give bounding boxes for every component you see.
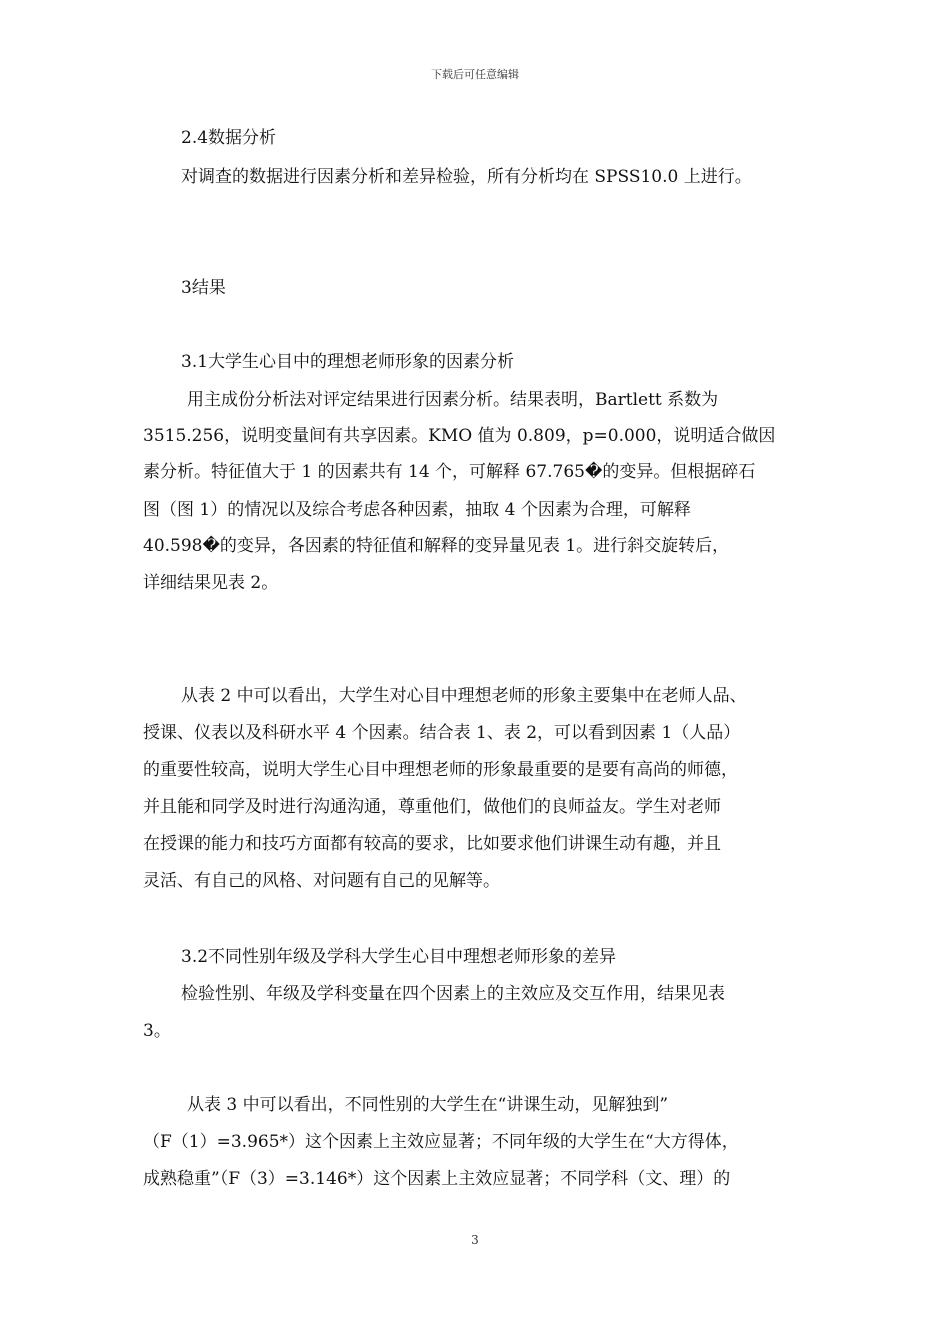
paragraph-line: （F（1）=3.965*）这个因素上主效应显著；不同年级的大学生在“大方得体， bbox=[143, 1132, 739, 1152]
paragraph-line: 40.598�的变异，各因素的特征值和解释的变异量见表 1。进行斜交旋转后， bbox=[143, 536, 730, 556]
paragraph-line: 从表 3 中可以看出，不同性别的大学生在“讲课生动，见解独到” bbox=[187, 1095, 669, 1115]
section-3-2-title: 3.2不同性别年级及学科大学生心目中理想老师形象的差异 bbox=[181, 947, 617, 967]
paragraph-line: 从表 2 中可以看出，大学生对心目中理想老师的形象主要集中在老师人品、 bbox=[181, 686, 747, 706]
paragraph-line: 在授课的能力和技巧方面都有较高的要求，比如要求他们讲课生动有趣，并且 bbox=[143, 834, 721, 854]
paragraph-line: 检验性别、年级及学科变量在四个因素上的主效应及交互作用，结果见表 bbox=[181, 984, 725, 1004]
paragraph-line: 并且能和同学及时进行沟通沟通，尊重他们，做他们的良师益友。学生对老师 bbox=[143, 797, 721, 817]
paragraph-line: 成熟稳重”（F（3）=3.146*）这个因素上主效应显著；不同学科（文、理）的 bbox=[143, 1169, 731, 1189]
section-2-4-body: 对调查的数据进行因素分析和差异检验，所有分析均在 SPSS10.0 上进行。 bbox=[181, 167, 752, 187]
paragraph-line: 用主成份分析法对评定结果进行因素分析。结果表明，Bartlett 系数为 bbox=[187, 390, 719, 410]
paragraph-line: 图（图 1）的情况以及综合考虑各种因素，抽取 4 个因素为合理，可解释 bbox=[143, 500, 691, 520]
section-2-4-title: 2.4数据分析 bbox=[181, 128, 277, 148]
paragraph-line: 3515.256，说明变量间有共享因素。KMO 值为 0.809，p=0.000，说明适合做因 bbox=[143, 426, 776, 446]
page-header: 下载后可任意编辑 bbox=[431, 68, 519, 81]
paragraph-line: 3。 bbox=[143, 1021, 171, 1041]
page-number: 3 bbox=[471, 1233, 479, 1247]
section-3-title: 3结果 bbox=[181, 278, 226, 298]
paragraph-line: 素分析。特征值大于 1 的因素共有 14 个，可解释 67.765�的变异。但根据碎石 bbox=[143, 462, 756, 482]
paragraph-line: 授课、仪表以及科研水平 4 个因素。结合表 1、表 2，可以看到因素 1（人品） bbox=[143, 723, 741, 743]
paragraph-line: 灵活、有自己的风格、对问题有自己的见解等。 bbox=[143, 871, 500, 891]
section-3-1-title: 3.1大学生心目中的理想老师形象的因素分析 bbox=[181, 352, 515, 372]
paragraph-line: 详细结果见表 2。 bbox=[143, 573, 279, 593]
paragraph-line: 的重要性较高，说明大学生心目中理想老师的形象最重要的是要有高尚的师德， bbox=[143, 760, 738, 780]
